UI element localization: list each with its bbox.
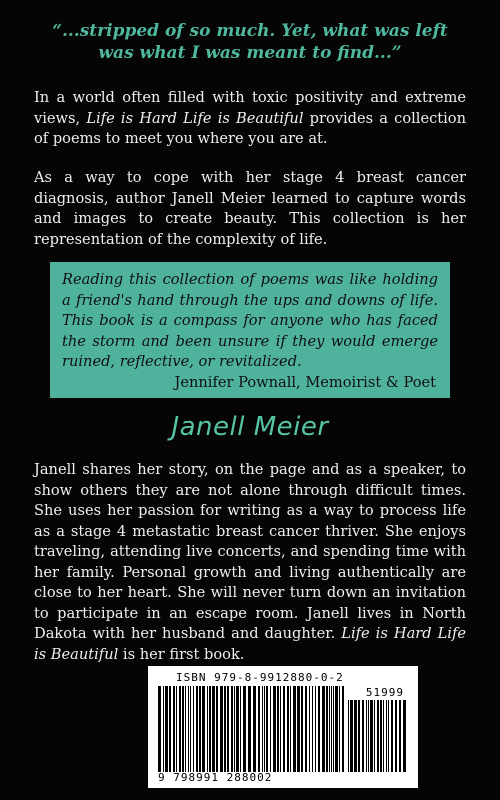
barcode-bar <box>209 686 211 772</box>
barcode-bar <box>273 686 276 772</box>
barcode-bar <box>333 686 334 772</box>
barcode-bar <box>350 700 353 772</box>
barcode-bar <box>318 686 320 772</box>
barcode-bar <box>234 686 235 772</box>
author-bio-text-a: Janell shares her story, on the page and as a speaker, to show others they are not alone through difficult times. She uses her passion for writing as a way to process life as a stage 4 metastatic breast cancer thriver. She enjoys traveling, attending live concerts, and spending time with her family. Personal growth and living authentically are close to her heart. She will never turn down an invitation to participate in an escape room. Janell lives in North Dakota with her husband and daughter. <box>34 461 466 642</box>
barcode-bar <box>248 686 251 772</box>
barcode-bar <box>158 686 161 772</box>
barcode-digits: 9 798991 288002 <box>158 771 273 784</box>
barcode-bar <box>312 686 313 772</box>
barcode-bar <box>399 700 401 772</box>
barcode-area <box>148 666 418 788</box>
barcode-bar <box>391 700 393 772</box>
barcode-bar <box>240 686 241 772</box>
author-bio <box>34 460 466 665</box>
barcode-bar <box>212 686 215 772</box>
barcode-bar <box>368 700 369 772</box>
barcode-bar <box>354 700 357 772</box>
barcode-bar <box>395 700 397 772</box>
barcode-bar <box>309 686 310 772</box>
barcode-bar <box>258 686 260 772</box>
barcode-bar <box>383 700 384 772</box>
barcode-bar <box>380 700 382 772</box>
barcode-bar <box>236 686 239 772</box>
barcode-bar <box>370 700 373 772</box>
barcode-bar <box>305 686 307 772</box>
barcode-bar <box>315 686 316 772</box>
barcode-bar <box>220 686 223 772</box>
barcode-bar <box>196 686 198 772</box>
barcode-bar <box>293 686 296 772</box>
barcode-bars-main <box>158 686 346 772</box>
barcode-bar <box>188 686 189 772</box>
barcode-bar <box>290 686 291 772</box>
barcode-bar <box>329 686 330 772</box>
barcode-bar <box>179 686 181 772</box>
barcode-bar <box>297 686 300 772</box>
barcode-bar <box>202 686 205 772</box>
barcode-bar <box>207 686 208 772</box>
barcode-bar <box>169 686 171 772</box>
barcode-bar <box>185 686 186 772</box>
barcode-bar <box>227 686 229 772</box>
barcode-bar <box>199 686 201 772</box>
pull-quote-line1: “...stripped of so much. Yet, what was left <box>52 21 448 41</box>
barcode-bar <box>335 686 338 772</box>
barcode-bar <box>277 686 279 772</box>
barcode-bar <box>366 700 367 772</box>
barcode-bar <box>301 686 303 772</box>
barcode-bar <box>165 686 168 772</box>
barcode-bar <box>403 700 406 772</box>
barcode-bar <box>176 686 177 772</box>
pull-quote <box>40 20 460 64</box>
barcode-bar <box>283 686 285 772</box>
barcode-bar <box>388 700 389 772</box>
price-code: 51999 <box>365 686 404 699</box>
barcode-bar <box>386 700 387 772</box>
barcode-bar <box>182 686 184 772</box>
barcode-bar <box>231 686 233 772</box>
author-bio-text-b: is her first book. <box>118 645 245 663</box>
barcode-bar <box>322 686 325 772</box>
book-title-inline-2: Life is Hard Life is Beautiful <box>34 625 466 663</box>
barcode-bar <box>253 686 256 772</box>
barcode-bar <box>358 700 360 772</box>
barcode-bar <box>163 686 164 772</box>
author-name-heading: Janell Meier <box>171 412 329 442</box>
barcode-bar <box>173 686 175 772</box>
barcode-bar <box>224 686 226 772</box>
pull-quote-line2: was what I was meant to find...” <box>98 43 402 63</box>
barcode-bars-addon <box>348 700 406 772</box>
review-attribution: Jennifer Pownall, Memoirist & Poet <box>174 373 436 391</box>
book-title-inline: Life is Hard Life is Beautiful <box>86 109 304 127</box>
barcode-bar <box>262 686 263 772</box>
intro-p1-text-b: provides a collection of poems to meet you where you are at. <box>34 109 466 147</box>
isbn-label: ISBN 979-8-9912880-0-2 <box>176 671 344 684</box>
intro-paragraph-2: As a way to cope with her stage 4 breast cancer diagnosis, author Janell Meier learned to capture words and images to create beauty. This collection is her representation of the complexity of life. <box>34 169 466 248</box>
barcode-bar <box>193 686 194 772</box>
intro-paragraph-1 <box>34 88 466 150</box>
intro-p1-text-a: In a world often filled with toxic positivity and extreme views, <box>34 89 466 127</box>
barcode-bar <box>280 686 281 772</box>
review-text: Reading this collection of poems was like holding a friend's hand through the ups and downs of life. This book is a compass for anyone who has faced the storm and been unsure if they would emerge ruined, reflective, or revitalized. <box>62 271 438 370</box>
barcode-bar <box>348 700 349 772</box>
barcode-bar <box>270 686 271 772</box>
barcode-bar <box>216 686 218 772</box>
barcode-bar <box>362 700 364 772</box>
barcode-bar <box>264 686 265 772</box>
barcode-bar <box>377 700 379 772</box>
barcode-bar <box>339 686 340 772</box>
barcode-bar <box>243 686 246 772</box>
review-box <box>50 262 450 398</box>
barcode-bar <box>287 686 289 772</box>
barcode-bar <box>374 700 375 772</box>
barcode-bar <box>190 686 191 772</box>
barcode-bar <box>342 686 344 772</box>
barcode-bar <box>331 686 332 772</box>
barcode-bar <box>326 686 328 772</box>
barcode-bar <box>266 686 268 772</box>
